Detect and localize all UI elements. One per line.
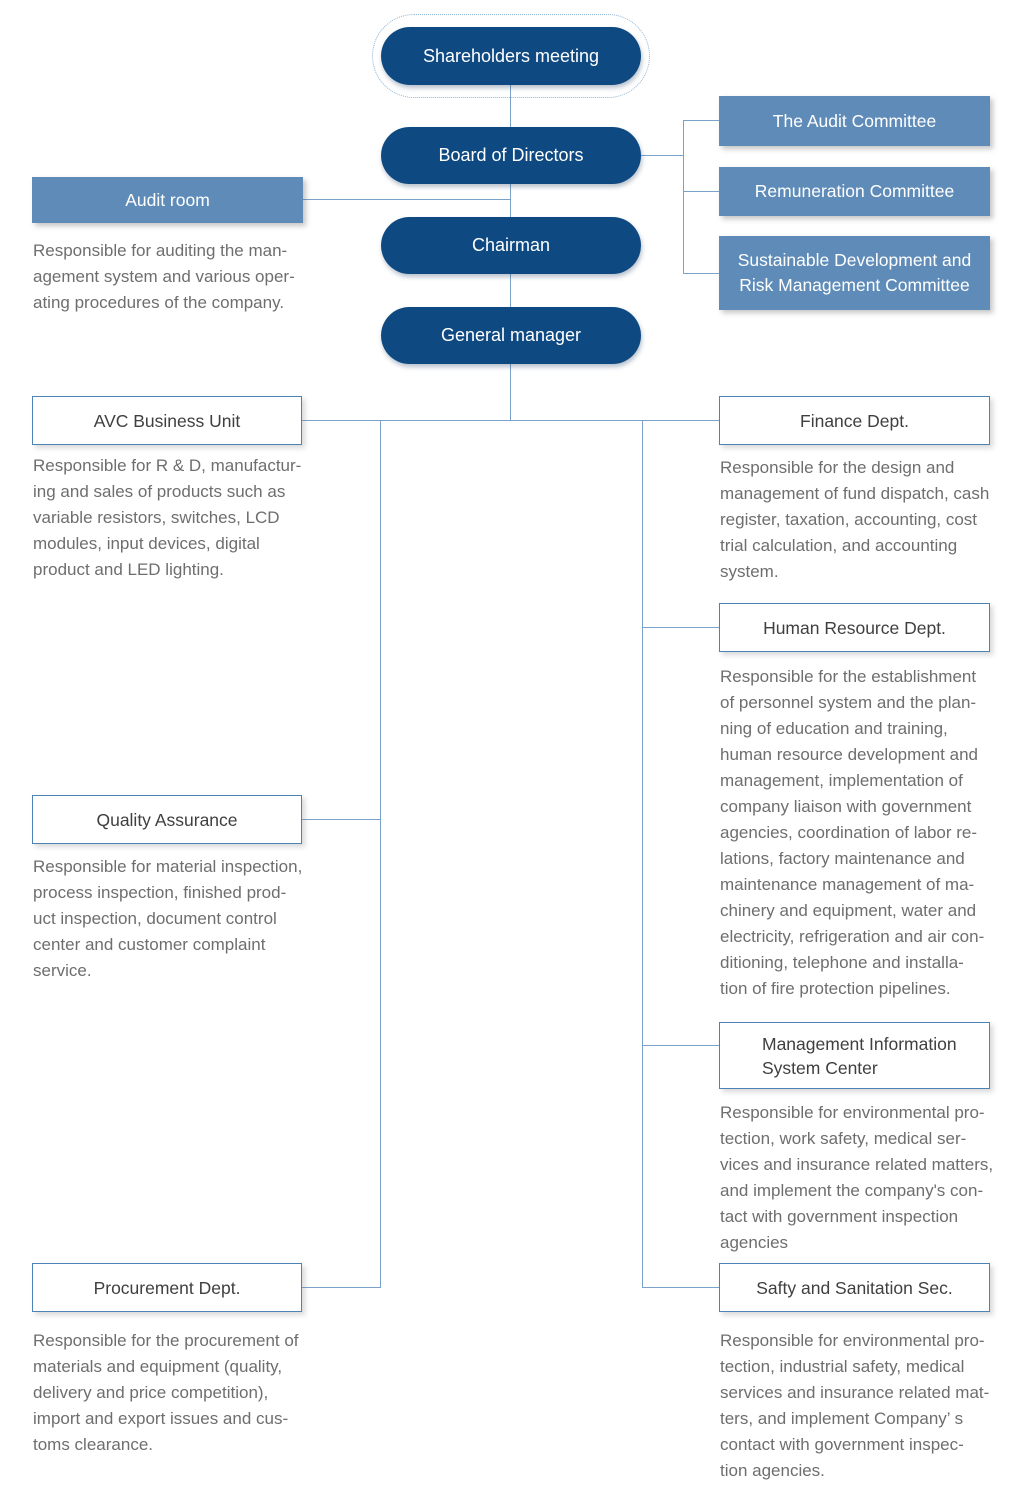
node-audit-room	[32, 177, 303, 223]
connector-line	[302, 1287, 380, 1288]
procurement-description: Responsible for the procurement of materials and equipment (quality, delivery and price competition), import and export issues and cus- toms clearance.	[33, 1331, 299, 1454]
node-board-of-directors	[381, 127, 641, 184]
node-avc-business-unit	[32, 396, 302, 445]
node-label: Safty and Sanitation Sec.	[756, 1277, 953, 1298]
node-safety-and-sanitation-sec	[719, 1263, 990, 1312]
node-label: Shareholders meeting	[422, 45, 600, 66]
node-finance-dept	[719, 396, 990, 445]
node-label: AVC Business Unit	[93, 410, 241, 431]
connector-line	[642, 1287, 719, 1288]
connector-line	[640, 155, 683, 156]
node-label: Finance Dept.	[800, 410, 909, 431]
connector-line	[683, 191, 719, 192]
node-sustainable-development-committee	[719, 236, 990, 310]
quality-description: Responsible for material inspection, process inspection, finished prod- uct inspection, document control center and customer complaint service.	[33, 857, 303, 980]
connector-line	[683, 120, 684, 274]
connector-line	[380, 420, 381, 1288]
mis-description: Responsible for environmental pro- tection, work safety, medical ser- vices and insurance related matters, and implement the company's con- tact with government inspection agencies	[720, 1103, 994, 1252]
finance-description: Responsible for the design and management of fund dispatch, cash register, taxation, accounting, cost trial calculation, and accounting system.	[720, 458, 990, 581]
connector-line	[302, 199, 511, 200]
node-label: Sustainable Development and Risk Management Committee	[737, 250, 972, 295]
connector-line	[302, 819, 380, 820]
node-quality-assurance	[32, 795, 302, 844]
node-label: Human Resource Dept.	[763, 617, 946, 638]
node-label: The Audit Committee	[772, 110, 937, 131]
node-label: Remuneration Committee	[754, 181, 955, 201]
node-label: Management Information System Center	[762, 1033, 957, 1078]
node-procurement-dept	[32, 1263, 302, 1312]
node-general-manager	[381, 307, 641, 364]
connector-line	[683, 120, 719, 121]
node-remuneration-committee	[719, 167, 990, 216]
connector-line	[510, 274, 511, 307]
node-label: General manager	[440, 325, 582, 345]
node-label: Board of Directors	[438, 145, 584, 165]
connector-line	[642, 627, 719, 628]
audit-room-description: Responsible for auditing the man- agement system and various oper- ating procedures of the company.	[33, 241, 295, 312]
node-label: Chairman	[471, 235, 551, 255]
safety-description: Responsible for environmental pro- tection, industrial safety, medical services and insurance related mat- ters, and implement Company’ s contact with government inspec- tion agencies.	[720, 1331, 990, 1480]
avc-description: Responsible for R & D, manufactur- ing and sales of products such as variable resistors, switches, LCD modules, input devices, digital product and LED lighting.	[33, 456, 302, 579]
node-audit-committee	[719, 96, 990, 146]
node-management-information-system-center	[719, 1022, 990, 1089]
connector-line	[510, 364, 511, 421]
node-chairman	[381, 217, 641, 274]
node-label: Quality Assurance	[96, 809, 238, 830]
hr-description: Responsible for the establishment of personnel system and the plan- ning of education and training, human resource development and management, implementation of company liaison with government agencies, coordination of labor re- lations, factory maintenance and maintenance management of ma- chinery and equipment, water and electricity, refrigeration and air con- ditioning, telephone and installa- tion of fire protection pipelines.	[720, 667, 985, 998]
connector-line	[683, 273, 719, 274]
node-human-resource-dept	[719, 603, 990, 652]
node-label: Procurement Dept.	[93, 1277, 241, 1298]
connector-line	[510, 184, 511, 217]
connector-line	[642, 420, 643, 1288]
connector-line	[642, 1045, 719, 1046]
connector-line	[302, 420, 719, 421]
node-label: Audit room	[125, 189, 210, 210]
node-shareholders-meeting	[381, 27, 641, 85]
